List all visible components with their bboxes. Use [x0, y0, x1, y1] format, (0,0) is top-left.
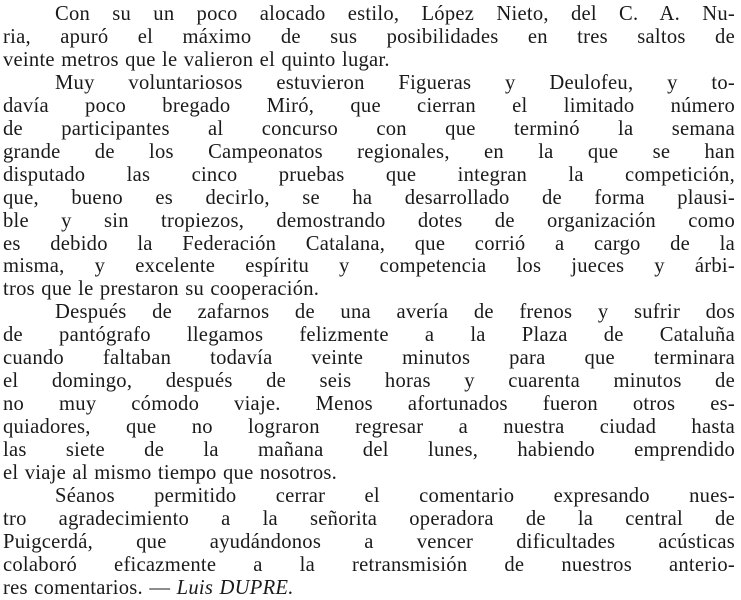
article-text: [3, 3, 735, 600]
text-line: el domingo, después de seis horas y cuarenta minutos de: [3, 370, 735, 393]
text-line: Después de zafarnos de una avería de frenos y sufrir dos: [55, 301, 735, 324]
text-line: las siete de la mañana del lunes, habiendo emprendido: [3, 439, 735, 462]
paragraph-return-trip: [3, 301, 735, 485]
text-line: veinte metros que le valieron el quinto lugar.: [3, 48, 390, 71]
text-line: misma, y excelente espíritu y competencia los jueces y árbi-: [3, 255, 735, 278]
paragraph-lopez-nieto: [3, 3, 735, 72]
text-line: Séanos permitido cerrar el comentario expresando nues-: [55, 485, 735, 508]
paragraph-acknowledgement: [3, 485, 735, 600]
author-signature: Luis DUPRE.: [176, 576, 294, 599]
text-line: tro agradecimiento a la señorita operadora de la central de: [3, 507, 735, 530]
text-line: no muy cómodo viaje. Menos afortunados fueron otros es-: [3, 393, 735, 416]
text-line: es debido la Federación Catalana, que corrió a cargo de la: [3, 232, 735, 255]
text-line: quiadores, que no lograron regresar a nuestra ciudad hasta: [3, 416, 735, 439]
text-line: cuando faltaban todavía veinte minutos para que terminara: [3, 347, 735, 370]
text-line: el viaje al mismo tiempo que nosotros.: [3, 462, 338, 485]
text-line: Muy voluntariosos estuvieron Figueras y Deulofeu, y to-: [55, 71, 735, 94]
text-line: de participantes al concurso con que terminó la semana: [3, 117, 735, 140]
text-line: Con su un poco alocado estilo, López Nieto, del C. A. Nu-: [55, 3, 735, 25]
text-line: davía poco bregado Miró, que cierran el limitado número: [3, 94, 735, 117]
text-line: ble y sin tropiezos, demostrando dotes de organización como: [3, 209, 735, 232]
closing-text: res comentarios. —: [3, 576, 171, 599]
text-line: grande de los Campeonatos regionales, en la que se han: [3, 140, 735, 163]
text-line: de pantógrafo llegamos felizmente a la Plaza de Cataluña: [3, 324, 735, 347]
text-line: ria, apuró el máximo de sus posibilidades en tres saltos de: [3, 25, 735, 48]
closing-line: [3, 577, 735, 600]
text-line: colaboró eficazmente a la retransmisión de nuestros anterio-: [3, 553, 735, 576]
text-line: disputado las cinco pruebas que integran la competición,: [3, 163, 735, 186]
text-line: que, bueno es decirlo, se ha desarrollado de forma plausi-: [3, 186, 735, 209]
paragraph-participants: [3, 72, 735, 302]
text-line: tros que le prestaron su cooperación.: [3, 278, 320, 301]
text-line: Puigcerdá, que ayudándonos a vencer dificultades acústicas: [3, 530, 735, 553]
